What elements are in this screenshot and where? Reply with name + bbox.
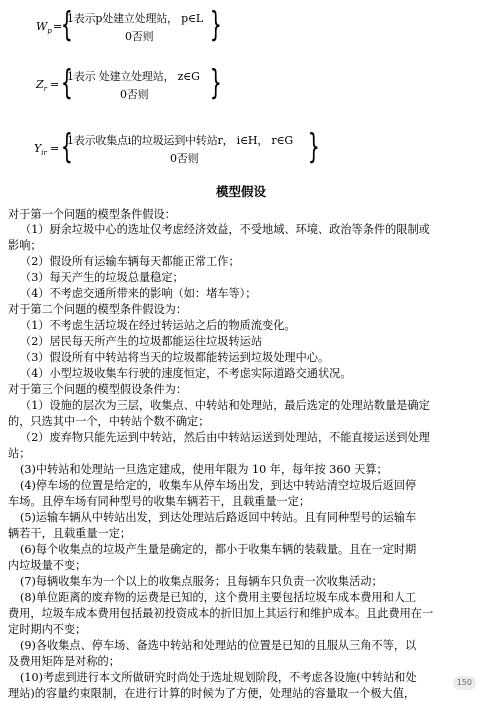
- page-watermark-badge: 150: [453, 676, 476, 690]
- formula-w-right-brace: }: [209, 5, 222, 45]
- text-line: 定时期内不变；: [8, 623, 87, 636]
- text-line: (8)单位距离的废弃物的运费是已知的，这个费用主要包括垃圾车成本费用和人工: [20, 591, 417, 604]
- formula-y: [0, 128, 482, 178]
- text-line: （2）假设所有运输车辆每天都能正常工作；: [20, 255, 240, 268]
- text-line: (9)各收集点、停车场、备选中转站和处理站的位置是已知的且服从三角不等，以: [20, 639, 417, 652]
- text-line: (5)运输车辆从中转站出发，到达处理站后路返回中转站。且有同种型号的运输车: [20, 511, 417, 524]
- text-line: （3）每天产生的垃圾总量稳定；: [20, 271, 184, 284]
- text-line: 及费用矩阵是对称的；: [8, 655, 120, 668]
- text-line: 的，只选其中一个，中转站个数不确定；: [8, 415, 210, 428]
- text-line: 对于第三个问题的模型假设条件为：: [8, 383, 188, 396]
- formula-z: [0, 64, 482, 114]
- formula-w-var: $W_p$: [36, 20, 52, 36]
- text-line: (4)停车场的位置是给定的，收集车从停车场出发，到达中转站清空垃圾后返回停: [20, 479, 417, 492]
- text-line: 费用，垃圾车成本费用包括最初投资成本的折旧加上其运行和维护成本。且此费用在一: [8, 607, 434, 620]
- text-line: （2）废弃物只能先运到中转站，然后由中转站运送到处理站，不能直接运送到处理: [20, 431, 430, 444]
- formula-z-left-brace: {: [60, 63, 73, 103]
- formula-z-case2: 0否则: [120, 88, 149, 101]
- formula-w: [0, 6, 482, 56]
- formula-y-equals: =: [50, 142, 60, 155]
- formula-y-var: $Y_{ir}$: [34, 142, 47, 158]
- text-line: （2）居民每天所产生的垃圾都能运往垃圾转运站: [20, 335, 263, 348]
- formula-w-case1: 1表示p处建立处理站， p∈L: [67, 12, 204, 25]
- text-line: 站；: [8, 447, 31, 460]
- formula-y-left-brace: {: [60, 127, 73, 167]
- formula-w-case2: 0否则: [125, 30, 154, 43]
- text-line: 辆若干，且载重量一定；: [8, 527, 132, 540]
- text-line: 内垃圾量不变；: [8, 559, 87, 572]
- text-line: 理站)的容量约束限制，在进行计算的时候为了方便，处理站的容量取一个极大值，: [8, 687, 416, 700]
- formula-y-case2: 0否则: [170, 152, 199, 165]
- text-line: (7)每辆收集车为一个以上的收集点服务；且每辆车只负责一次收集活动；: [20, 575, 383, 588]
- text-line: 对于第一个问题的模型条件假设：: [8, 208, 176, 221]
- text-line: 对于第二个问题的模型条件假设为：: [8, 303, 188, 316]
- formula-y-case1: 1表示收集点i的垃圾运到中转站r， i∈H， r∈G: [67, 134, 294, 147]
- formula-z-equals: =: [50, 78, 60, 91]
- text-line: (3)中转站和处理站一旦选定建成，使用年限为 10 年，每年按 360 天算；: [20, 463, 388, 476]
- text-line: (6)每个收集点的垃圾产生量是确定的，都小于收集车辆的装载量。且在一定时期: [20, 543, 417, 556]
- text-line: （3）假设所有中转站将当天的垃圾都能转运到垃圾处理中心。: [20, 351, 330, 364]
- text-line: (10)考虑到进行本文所做研究时尚处于选址规划阶段，不考虑各设施(中转站和处: [20, 671, 417, 684]
- text-line: （4）小型垃圾收集车行驶的速度恒定，不考虑实际道路交通状况。: [20, 367, 352, 380]
- text-line: （4）不考虑交通所带来的影响（如：堵车等）；: [20, 287, 257, 300]
- text-line: 车场。且停车场有同种型号的收集车辆若干，且载重量一定；: [8, 495, 311, 508]
- formula-w-left-brace: {: [60, 5, 73, 45]
- text-line: （1）设施的层次为三层，收集点、中转站和处理站，最后选定的处理站数量是确定: [20, 399, 430, 412]
- section-title: 模型假设: [215, 184, 266, 199]
- formula-z-var: $Z_r$: [36, 78, 48, 94]
- text-line: 影响；: [8, 239, 42, 252]
- formula-z-case1: 1表示 处建立处理站， z∈G: [67, 70, 200, 83]
- formula-z-right-brace: }: [209, 63, 222, 103]
- text-line: （1）厨余垃圾中心的选址仅考虑经济效益，不受地域、环境、政治等条件的限制或: [20, 223, 430, 236]
- formula-w-equals: =: [53, 20, 63, 33]
- formula-y-right-brace: }: [307, 127, 320, 167]
- text-line: （1）不考虑生活垃圾在经过转运站之后的物质流变化。: [20, 319, 296, 332]
